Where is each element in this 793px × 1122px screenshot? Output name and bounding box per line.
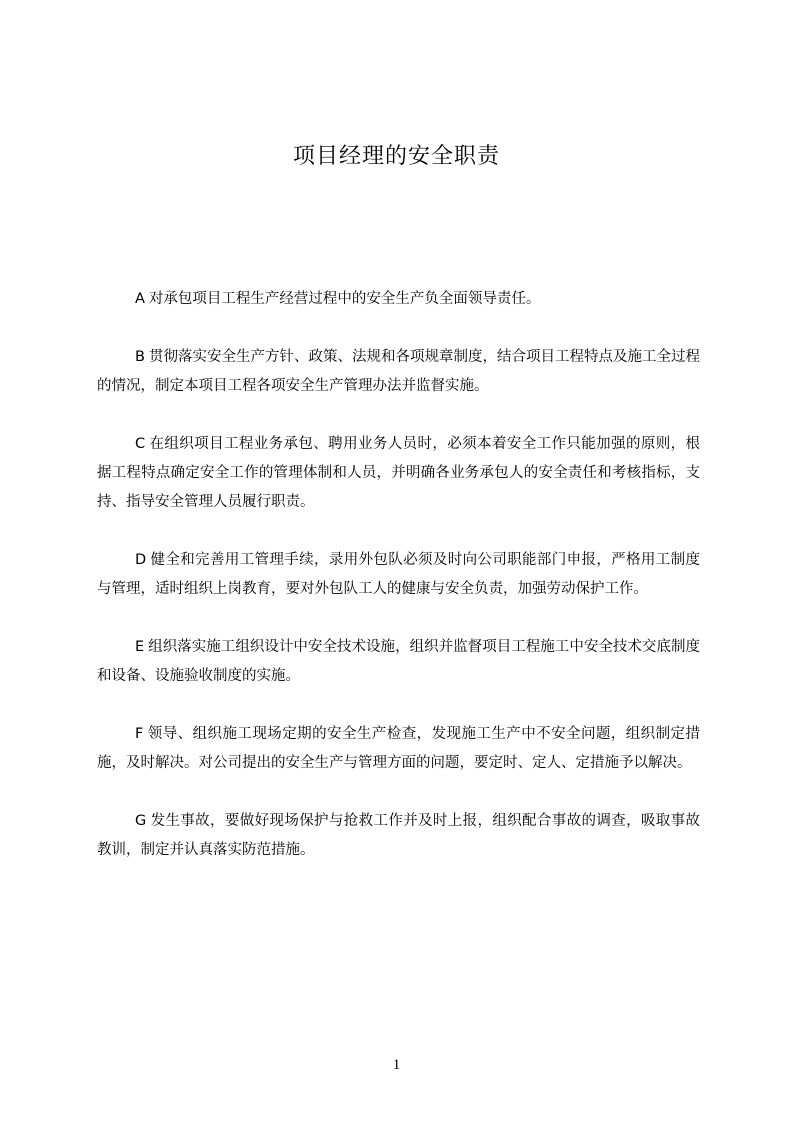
- clause-c: [97, 430, 700, 517]
- clause-list: [97, 285, 700, 894]
- clause-letter: G: [135, 813, 147, 829]
- clause-b: [97, 343, 700, 401]
- clause-letter: D: [135, 552, 147, 568]
- clause-e: [97, 633, 700, 691]
- clause-letter: A: [135, 291, 145, 307]
- clause-text: 贯彻落实安全生产方针、政策、法规和各项规章制度，结合项目工程特点及施工全过程的情况，制定本项目工程各项安全生产管理办法并监督实施。: [97, 349, 700, 394]
- clause-text: 组织落实施工组织设计中安全技术设施，组织并监督项目工程施工中安全技术交底制度和设备、设施验收制度的实施。: [97, 639, 700, 684]
- clause-letter: C: [135, 436, 146, 452]
- clause-a: [97, 285, 700, 314]
- page-title: 项目经理的安全职责: [292, 144, 500, 169]
- clause-letter: F: [135, 726, 144, 742]
- clause-text: 在组织项目工程业务承包、聘用业务人员时，必须本着安全工作只能加强的原则，根据工程特点确定安全工作的管理体制和人员，并明确各业务承包人的安全责任和考核指标，支持、指导安全管理人员履行职责。: [97, 436, 700, 510]
- clause-letter: E: [135, 639, 145, 655]
- clause-g: [97, 807, 700, 865]
- clause-letter: B: [135, 349, 145, 365]
- clause-f: [97, 720, 700, 778]
- clause-d: [97, 546, 700, 604]
- clause-text: 健全和完善用工管理手续，录用外包队必须及时向公司职能部门申报，严格用工制度与管理，适时组织上岗教育，要对外包队工人的健康与安全负责，加强劳动保护工作。: [97, 552, 700, 597]
- clause-text: 领导、组织施工现场定期的安全生产检查，发现施工生产中不安全问题，组织制定措施，及时解决。对公司提出的安全生产与管理方面的问题，要定时、定人、定措施予以解决。: [97, 726, 700, 771]
- page-number: 1: [392, 1057, 401, 1073]
- clause-text: 对承包项目工程生产经营过程中的安全生产负全面领导责任。: [148, 291, 541, 307]
- clause-text: 发生事故，要做好现场保护与抢救工作并及时上报，组织配合事故的调查，吸取事故教训，制定并认真落实防范措施。: [97, 813, 700, 858]
